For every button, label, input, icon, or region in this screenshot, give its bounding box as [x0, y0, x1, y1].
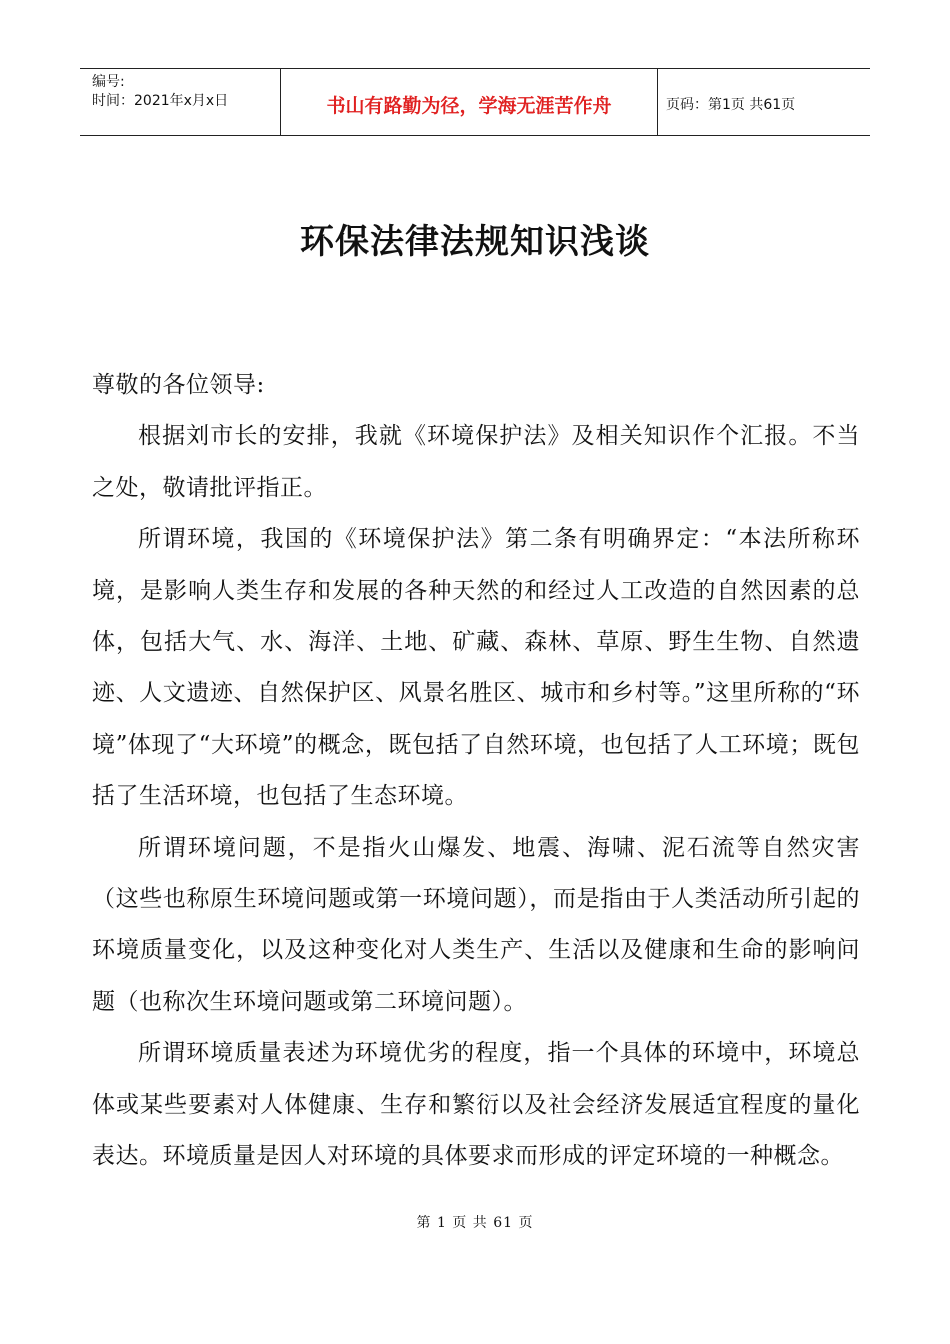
document-time-label: 时间：2021年x月x日 — [92, 93, 229, 109]
document-header — [80, 68, 870, 136]
paragraph: 所谓环境，我国的《环境保护法》第二条有明确界定：“本法所称环境，是影响人类生存和发展的各种天然的和经过人工改造的自然因素的总体，包括大气、水、海洋、土地、矿藏、森林、草原、野生生物、自然遗迹、人文遗迹、自然保护区、风景名胜区、城市和乡村等。”这里所称的“环境”体现了“大环境”的概念，既包括了自然环境，也包括了人工环境；既包括了生活环境，也包括了生态环境。 — [92, 526, 860, 810]
document-title: 环保法律法规知识浅谈 — [300, 222, 650, 262]
document-number-label: 编号: — [92, 74, 125, 90]
page-footer: 第 1 页 共 61 页 — [416, 1215, 534, 1231]
paragraph: 根据刘市长的安排，我就《环境保护法》及相关知识作个汇报。不当之处，敬请批评指正。 — [92, 423, 860, 501]
paragraph: 所谓环境问题，不是指火山爆发、地震、海啸、泥石流等自然灾害（这些也称原生环境问题或第一环境问题），而是指由于人类活动所引起的环境质量变化，以及这种变化对人类生产、生活以及健康和生命的影响问题（也称次生环境问题或第二环境问题）。 — [92, 834, 860, 1015]
paragraph: 所谓环境质量表述为环境优劣的程度，指一个具体的环境中，环境总体或某些要素对人体健康、生存和繁衍以及社会经济发展适宜程度的量化表达。环境质量是因人对环境的具体要求而形成的评定环境的一种概念。 — [92, 1040, 860, 1170]
header-motto: 书山有路勤为径，学海无涯苦作舟 — [281, 69, 658, 135]
header-meta — [80, 69, 281, 135]
document-body — [92, 360, 860, 1183]
header-page-code: 页码：第1页 共61页 — [666, 97, 796, 113]
salutation: 尊敬的各位领导: — [92, 372, 265, 398]
